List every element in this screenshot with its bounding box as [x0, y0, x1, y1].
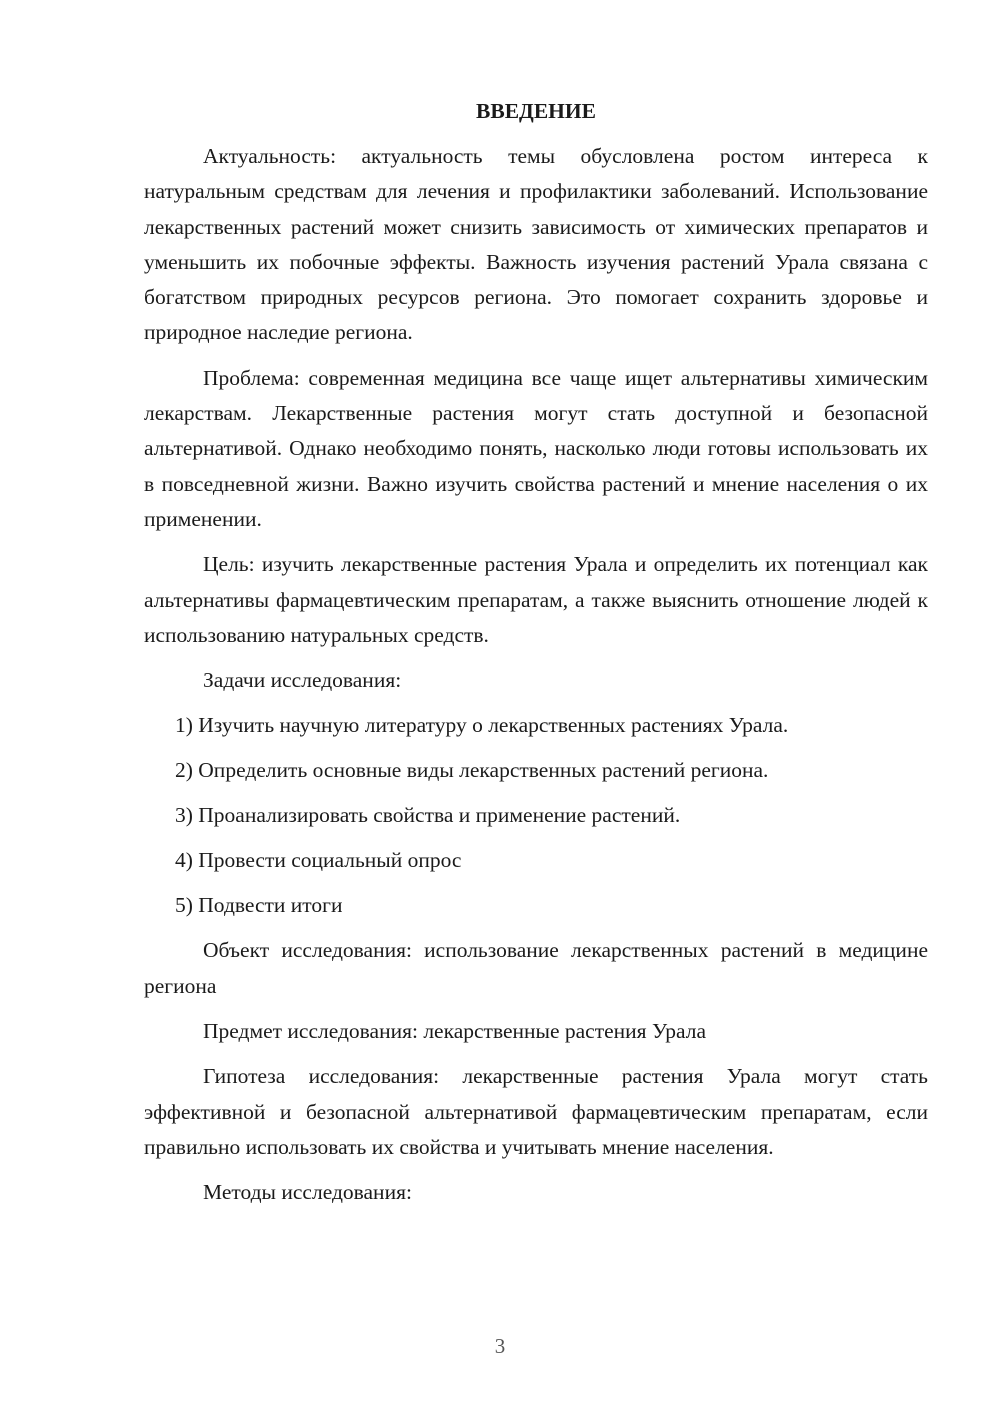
page-title: ВВЕДЕНИЕ	[476, 99, 596, 123]
methods-heading: Методы исследования:	[203, 1180, 412, 1205]
page-number: 3	[494, 1334, 506, 1358]
problem-paragraph: Проблема: современная медицина все чаще ищет альтернативы химическим лекарствам. Лекарственные растения могут стать доступной и безопасной альтернативой. Однако необходимо понять, насколько люди готовы использовать их в повседневной жизни. Важно изучить свойства растений и мнение населения о их применении.	[144, 365, 928, 531]
tasks-heading: Задачи исследования:	[203, 668, 402, 693]
list-item: 1) Изучить научную литературу о лекарственных растениях Урала.	[175, 713, 789, 738]
document-page	[144, 94, 928, 1220]
goal-paragraph: Цель: изучить лекарственные растения Урала и определить их потенциал как альтернативы фармацевтическим препаратам, а также выяснить отношение людей к использованию натуральных средств.	[144, 552, 928, 647]
list-item: 4) Провести социальный опрос	[175, 848, 462, 873]
hypothesis-paragraph: Гипотеза исследования: лекарственные растения Урала могут стать эффективной и безопасной альтернативой фармацевтическим препаратам, если правильно использовать их свойства и учитывать мнение населения.	[144, 1064, 928, 1159]
subject-paragraph: Предмет исследования: лекарственные растения Урала	[203, 1018, 707, 1043]
list-item: 2) Определить основные виды лекарственных растений региона.	[175, 758, 769, 783]
list-item: 3) Проанализировать свойства и применение растений.	[175, 803, 681, 828]
object-paragraph: Объект исследования: использование лекарственных растений в медицине региона	[144, 938, 928, 998]
relevance-paragraph: Актуальность: актуальность темы обусловлена ростом интереса к натуральным средствам для лечения и профилактики заболеваний. Использование лекарственных растений может снизить зависимость от химических препаратов и уменьшить их побочные эффекты. Важность изучения растений Урала связана с богатством природных ресурсов региона. Это помогает сохранить здоровье и природное наследие региона.	[144, 144, 928, 345]
list-item: 5) Подвести итоги	[175, 893, 343, 918]
tasks-list	[144, 708, 928, 923]
